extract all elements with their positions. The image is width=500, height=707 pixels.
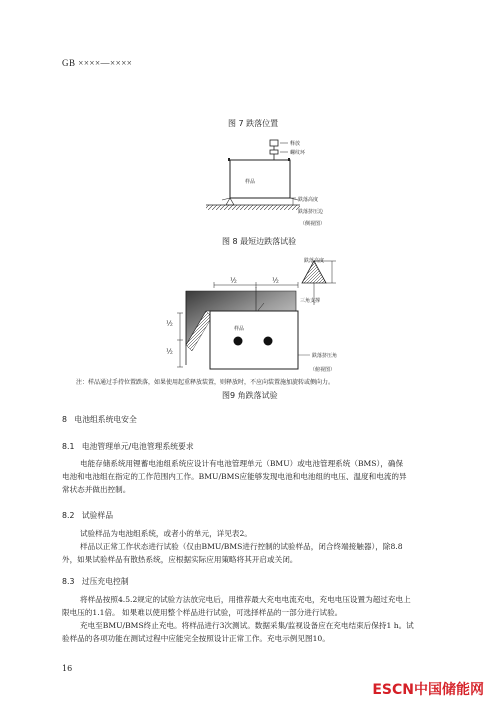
fig8-diagram <box>200 138 350 234</box>
s8-1-line-1: 电能存储系统用锂蓄电池组系统应设计有电池管理单元（BMU）或电池管理系统（BMS），确保 <box>80 459 404 468</box>
fig9-label-half-bottom: ½ <box>166 348 173 356</box>
fig9-label-sample: 样品 <box>234 326 245 332</box>
s8-3-line-1: 将样品按照4.5.2规定的试验方法放完电后，用推荐最大充电电流充电，充电电压设置为超过充电上 <box>80 595 411 604</box>
s8-1-line-2: 电池和电池组在指定的工作范围内工作。BMU/BMS应能够发现电池和电池组的电压、温度和电流的异 <box>62 472 407 481</box>
fig9-label-half-right: ½ <box>272 277 279 285</box>
fig9-label-support: 三角支撑 <box>300 298 321 304</box>
fig9-caption: 图9 角跌落试验 <box>222 391 278 400</box>
standard-header: GB ××××—×××× <box>62 58 133 68</box>
fig8-label-side-view: （侧视图） <box>300 221 326 227</box>
s8-1-line-3: 常状态并做出控制。 <box>62 485 131 494</box>
s8-3-line-4: 验样品的各项功能在测试过程中应能完全按照设计正常工作。充电示例见图10。 <box>62 634 330 643</box>
s8-2-line-1: 试验样品为电池组系统，或者小的单元，详见表2。 <box>80 529 252 538</box>
s8-2-line-2: 样品以正常工作状态进行试验（仅由BMU/BMS进行控制的试验样品，闭合终端接触器），除8.8 <box>80 542 403 551</box>
fig8-caption: 图 8 最短边跌落试验 <box>222 237 297 246</box>
fig8-label-release: 释放 <box>290 141 301 147</box>
page-number: 16 <box>62 664 73 673</box>
fig8-label-lock-ring: 螺纹环 <box>290 150 306 156</box>
section-8-3-heading: 8.3 过压充电控制 <box>62 577 129 586</box>
s8-2-line-3: 外，如果试验样品有散热系统，应根据实际应用策略将其开启或关闭。 <box>62 555 298 564</box>
fig8-label-sample: 样品 <box>245 179 256 185</box>
section-8-2-heading: 8.2 试验样品 <box>62 511 114 520</box>
fig9-note: 注：样品通过手持位置跌落，如果使用起重释放装置，则释放时，不应向装置施加旋转或侧向力。 <box>76 379 335 386</box>
section-8-1-heading: 8.1 电池管理单元/电池管理系统要求 <box>62 442 194 451</box>
fig9-label-half-top: ½ <box>166 320 173 328</box>
fig9-label-drop-corner: 跌落挤压角 <box>312 353 338 359</box>
fig9-label-drop-height: 跌落高度 <box>304 258 325 264</box>
fig8-label-drop-edge: 跌落挤压边 <box>298 209 324 215</box>
fig9-label-side-view: （俯视图） <box>310 367 336 373</box>
fig7-caption: 图 7 跌落位置 <box>228 119 279 128</box>
section-8-heading: 8 电池组系统电安全 <box>62 415 137 424</box>
s8-3-line-3: 充电至BMU/BMS终止充电。将样品进行3次测试。数据采集/监视设备应在充电结束后保持1 h。试 <box>80 621 414 630</box>
watermark-logo: ESCN中国储能网 <box>372 682 484 698</box>
fig8-label-drop-height: 跌落高度 <box>298 197 319 203</box>
fig9-label-half-left: ½ <box>230 277 237 285</box>
s8-3-line-2: 限电压的1.1倍。 如果难以使用整个样品进行试验，可选择样品的一部分进行试验。 <box>62 608 343 617</box>
